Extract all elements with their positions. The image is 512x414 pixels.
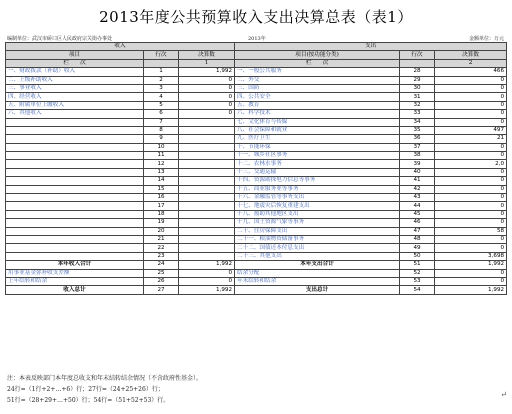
income-amount: 0 — [179, 76, 235, 84]
footnote-line-2: 24行=（1行+2+…+6）行；27行=（24+25+26）行； — [7, 386, 164, 393]
expense-row-no: 32 — [400, 101, 435, 109]
income-amount — [179, 244, 235, 252]
expense-item: 十、节能环保 — [235, 143, 400, 151]
income-row-no: 10 — [144, 143, 179, 151]
income-row-no: 20 — [144, 227, 179, 235]
expense-row-no: 28 — [400, 68, 435, 76]
income-amount: 1,992 — [179, 68, 235, 76]
expense-row-no: 33 — [400, 110, 435, 118]
income-amount — [179, 118, 235, 126]
income-amount — [179, 135, 235, 143]
summary-row — [6, 269, 507, 277]
expense-row-no: 36 — [400, 135, 435, 143]
income-amount: 0 — [179, 84, 235, 92]
expense-amount: 0 — [435, 152, 507, 160]
income-row-no: 2 — [144, 76, 179, 84]
table-row — [6, 101, 507, 109]
expense-amount: 0 — [435, 101, 507, 109]
expense-item: 二十三、其他支出 — [235, 252, 400, 260]
income-amount: 0 — [179, 110, 235, 118]
expense-row-no: 30 — [400, 84, 435, 92]
income-final-header: 决算数 — [179, 51, 235, 59]
income-item: 二、上级补助收入 — [6, 76, 144, 84]
expense-item: 十三、交通运输 — [235, 168, 400, 176]
column-index-row — [6, 59, 507, 67]
income-row-no: 16 — [144, 194, 179, 202]
income-amount — [179, 219, 235, 227]
expense-item: 十四、资源勘探电力信息等事务 — [235, 177, 400, 185]
income-item — [6, 194, 144, 202]
income-row-no: 15 — [144, 185, 179, 193]
income-col-label: 栏 次 — [6, 59, 144, 67]
income-row-no: 18 — [144, 210, 179, 218]
preparing-unit: 编制单位：武汉市硚口区人民政府宗关街办事处 — [7, 36, 113, 42]
expense-amount: 21 — [435, 135, 507, 143]
table-row — [6, 126, 507, 134]
expense-item: 九、医疗卫生 — [235, 135, 400, 143]
income-summary-amount: 1,992 — [179, 261, 235, 269]
income-summary-item: 上年结转和结余 — [6, 277, 144, 285]
expense-row-no: 45 — [400, 210, 435, 218]
report-year: 2013年 — [248, 36, 266, 42]
income-summary-amount: 0 — [179, 277, 235, 285]
expense-item: 十八、援助其他地区支出 — [235, 210, 400, 218]
expense-col-blank — [400, 59, 435, 67]
income-section-header: 收入 — [6, 43, 235, 51]
expense-item: 二十、住房保障支出 — [235, 227, 400, 235]
table-row — [6, 118, 507, 126]
expense-row-no: 34 — [400, 118, 435, 126]
income-item — [6, 126, 144, 134]
table-row — [6, 252, 507, 260]
expense-amount: 0 — [435, 244, 507, 252]
income-item — [6, 244, 144, 252]
expense-row-no: 43 — [400, 194, 435, 202]
income-row-no: 21 — [144, 235, 179, 243]
income-item — [6, 168, 144, 176]
income-amount — [179, 185, 235, 193]
expense-amount: 0 — [435, 185, 507, 193]
footnote-line-3: 51行=（28+29+…+50）行；54行=（51+52+53）行。 — [7, 397, 170, 404]
income-amount — [179, 194, 235, 202]
income-amount — [179, 160, 235, 168]
income-col-number: 1 — [179, 59, 235, 67]
expense-amount: 466 — [435, 68, 507, 76]
expense-col-number: 2 — [435, 59, 507, 67]
income-item — [6, 160, 144, 168]
footnote-line-1: 注：本表反映部门本年度总收支和年末结转结余情况（不含政府性基金）。 — [7, 375, 203, 382]
expense-summary-item: 支出总计 — [235, 286, 400, 294]
expense-summary-row-no: 51 — [400, 261, 435, 269]
income-amount — [179, 126, 235, 134]
expense-item: 五、教育 — [235, 101, 400, 109]
expense-amount: 3,698 — [435, 252, 507, 260]
table-row — [6, 194, 507, 202]
income-summary-row-no: 24 — [144, 261, 179, 269]
income-col-blank — [144, 59, 179, 67]
income-item — [6, 210, 144, 218]
income-row-no: 23 — [144, 252, 179, 260]
expense-amount: 0 — [435, 235, 507, 243]
income-row-no: 17 — [144, 202, 179, 210]
expense-summary-amount: 1,992 — [435, 261, 507, 269]
income-summary-row-no: 27 — [144, 286, 179, 294]
income-amount — [179, 252, 235, 260]
table-row — [6, 135, 507, 143]
income-amount — [179, 152, 235, 160]
expense-summary-amount: 1,992 — [435, 286, 507, 294]
expense-item: 六、科学技术 — [235, 110, 400, 118]
income-amount — [179, 168, 235, 176]
income-amount — [179, 210, 235, 218]
expense-row-no: 29 — [400, 76, 435, 84]
table-row — [6, 168, 507, 176]
income-row-no: 5 — [144, 101, 179, 109]
expense-item: 十六、金融监管等事务支出 — [235, 194, 400, 202]
income-summary-item: 用事业基金弥补收支差额 — [6, 269, 144, 277]
table-row — [6, 76, 507, 84]
income-item-header: 项目 — [6, 51, 144, 59]
expense-amount: 497 — [435, 126, 507, 134]
expense-row-no: 40 — [400, 168, 435, 176]
income-item — [6, 177, 144, 185]
expense-item: 十九、国土资源气象等事务 — [235, 219, 400, 227]
income-row-no: 13 — [144, 168, 179, 176]
income-row-no: 3 — [144, 84, 179, 92]
expense-item: 三、国防 — [235, 84, 400, 92]
expense-amount: 58 — [435, 227, 507, 235]
income-summary-amount: 0 — [179, 269, 235, 277]
expense-summary-amount: 0 — [435, 277, 507, 285]
table-row — [6, 244, 507, 252]
expense-row-no: 42 — [400, 185, 435, 193]
table-row — [6, 143, 507, 151]
expense-amount: 0 — [435, 219, 507, 227]
expense-col-label: 栏 次 — [235, 59, 400, 67]
income-summary-item: 本年收入合计 — [6, 261, 144, 269]
expense-row-no: 39 — [400, 160, 435, 168]
expense-amount: 0 — [435, 118, 507, 126]
expense-item: 二、外交 — [235, 76, 400, 84]
income-row-no: 1 — [144, 68, 179, 76]
income-item: 五、附属单位上缴收入 — [6, 101, 144, 109]
expense-summary-row-no: 53 — [400, 277, 435, 285]
table-row — [6, 185, 507, 193]
income-amount: 0 — [179, 93, 235, 101]
income-summary-amount: 1,992 — [179, 286, 235, 294]
income-amount — [179, 177, 235, 185]
expense-item: 七、文化体育与传媒 — [235, 118, 400, 126]
expense-item: 十七、地震灾后恢复重建支出 — [235, 202, 400, 210]
income-item — [6, 219, 144, 227]
expense-amount: 0 — [435, 177, 507, 185]
income-amount — [179, 143, 235, 151]
income-item — [6, 252, 144, 260]
expense-amount: 0 — [435, 168, 507, 176]
income-row-no-header: 行次 — [144, 51, 179, 59]
expense-item: 八、社会保障和就业 — [235, 126, 400, 134]
cursor-mark-icon: ↵ — [500, 390, 507, 399]
expense-item: 二十二、国债还本付息支出 — [235, 244, 400, 252]
table-row — [6, 210, 507, 218]
budget-table — [5, 42, 507, 295]
expense-item: 十五、商业服务业等事务 — [235, 185, 400, 193]
expense-amount: 0 — [435, 210, 507, 218]
expense-row-no: 38 — [400, 152, 435, 160]
summary-row — [6, 286, 507, 294]
income-summary-row-no: 26 — [144, 277, 179, 285]
table-row — [6, 177, 507, 185]
expense-row-no: 49 — [400, 244, 435, 252]
expense-summary-row-no: 52 — [400, 269, 435, 277]
income-item: 一、财政拨款（补助）收入 — [6, 68, 144, 76]
income-amount: 0 — [179, 101, 235, 109]
income-row-no: 22 — [144, 244, 179, 252]
expense-row-no: 31 — [400, 93, 435, 101]
expense-summary-amount: 0 — [435, 269, 507, 277]
table-row — [6, 235, 507, 243]
footnotes — [7, 373, 202, 406]
income-row-no: 14 — [144, 177, 179, 185]
expense-row-no: 46 — [400, 219, 435, 227]
income-summary-row-no: 25 — [144, 269, 179, 277]
income-item — [6, 135, 144, 143]
report-title: 2013年度公共预算收入支出决算总表（表1） — [99, 8, 413, 26]
income-row-no: 9 — [144, 135, 179, 143]
table-row — [6, 84, 507, 92]
income-item — [6, 235, 144, 243]
expense-amount: 0 — [435, 110, 507, 118]
table-row — [6, 219, 507, 227]
income-row-no: 7 — [144, 118, 179, 126]
table-row — [6, 93, 507, 101]
income-row-no: 6 — [144, 110, 179, 118]
expense-row-no: 44 — [400, 202, 435, 210]
expense-item: 二十一、粮油物资储备事务 — [235, 235, 400, 243]
expense-amount: 0 — [435, 143, 507, 151]
table-row — [6, 160, 507, 168]
expense-summary-item: 年末结转和结余 — [235, 277, 400, 285]
expense-summary-row-no: 54 — [400, 286, 435, 294]
income-row-no: 11 — [144, 152, 179, 160]
expense-item: 十二、农林水事务 — [235, 160, 400, 168]
income-row-no: 12 — [144, 160, 179, 168]
summary-row — [6, 277, 507, 285]
table-row — [6, 68, 507, 76]
table-row — [6, 110, 507, 118]
expense-row-no: 50 — [400, 252, 435, 260]
income-amount — [179, 235, 235, 243]
income-item — [6, 118, 144, 126]
expense-section-header: 支出 — [235, 43, 507, 51]
section-header-row — [6, 43, 507, 51]
amount-unit: 金额单位：万元 — [468, 36, 504, 42]
income-row-no: 19 — [144, 219, 179, 227]
expense-amount: 0 — [435, 76, 507, 84]
expense-row-no: 41 — [400, 177, 435, 185]
income-item — [6, 202, 144, 210]
expense-row-no: 48 — [400, 235, 435, 243]
table-row — [6, 152, 507, 160]
income-amount — [179, 202, 235, 210]
column-header-row — [6, 51, 507, 59]
income-row-no: 4 — [144, 93, 179, 101]
expense-row-no-header: 行次 — [400, 51, 435, 59]
expense-amount: 0 — [435, 93, 507, 101]
expense-row-no: 47 — [400, 227, 435, 235]
expense-amount: 0 — [435, 84, 507, 92]
summary-row — [6, 261, 507, 269]
expense-row-no: 35 — [400, 126, 435, 134]
income-item — [6, 227, 144, 235]
income-row-no: 8 — [144, 126, 179, 134]
expense-summary-item: 本年支出合计 — [235, 261, 400, 269]
income-amount — [179, 227, 235, 235]
expense-amount: 2,0 — [435, 160, 507, 168]
income-summary-item: 收入总计 — [6, 286, 144, 294]
expense-amount: 0 — [435, 194, 507, 202]
expense-item: 四、公共安全 — [235, 93, 400, 101]
expense-amount: 0 — [435, 202, 507, 210]
income-item: 六、其他收入 — [6, 110, 144, 118]
table-row — [6, 227, 507, 235]
budget-table-wrap — [5, 42, 506, 295]
expense-item: 一、一般公共服务 — [235, 68, 400, 76]
income-item: 四、经营收入 — [6, 93, 144, 101]
expense-item-header: 项目(按功能分类) — [235, 51, 400, 59]
income-item — [6, 143, 144, 151]
table-row — [6, 202, 507, 210]
income-item — [6, 152, 144, 160]
expense-final-header: 决算数 — [435, 51, 507, 59]
expense-row-no: 37 — [400, 143, 435, 151]
income-item — [6, 185, 144, 193]
income-item: 三、事业收入 — [6, 84, 144, 92]
expense-summary-item: 结余分配 — [235, 269, 400, 277]
expense-item: 十一、城乡社区事务 — [235, 152, 400, 160]
